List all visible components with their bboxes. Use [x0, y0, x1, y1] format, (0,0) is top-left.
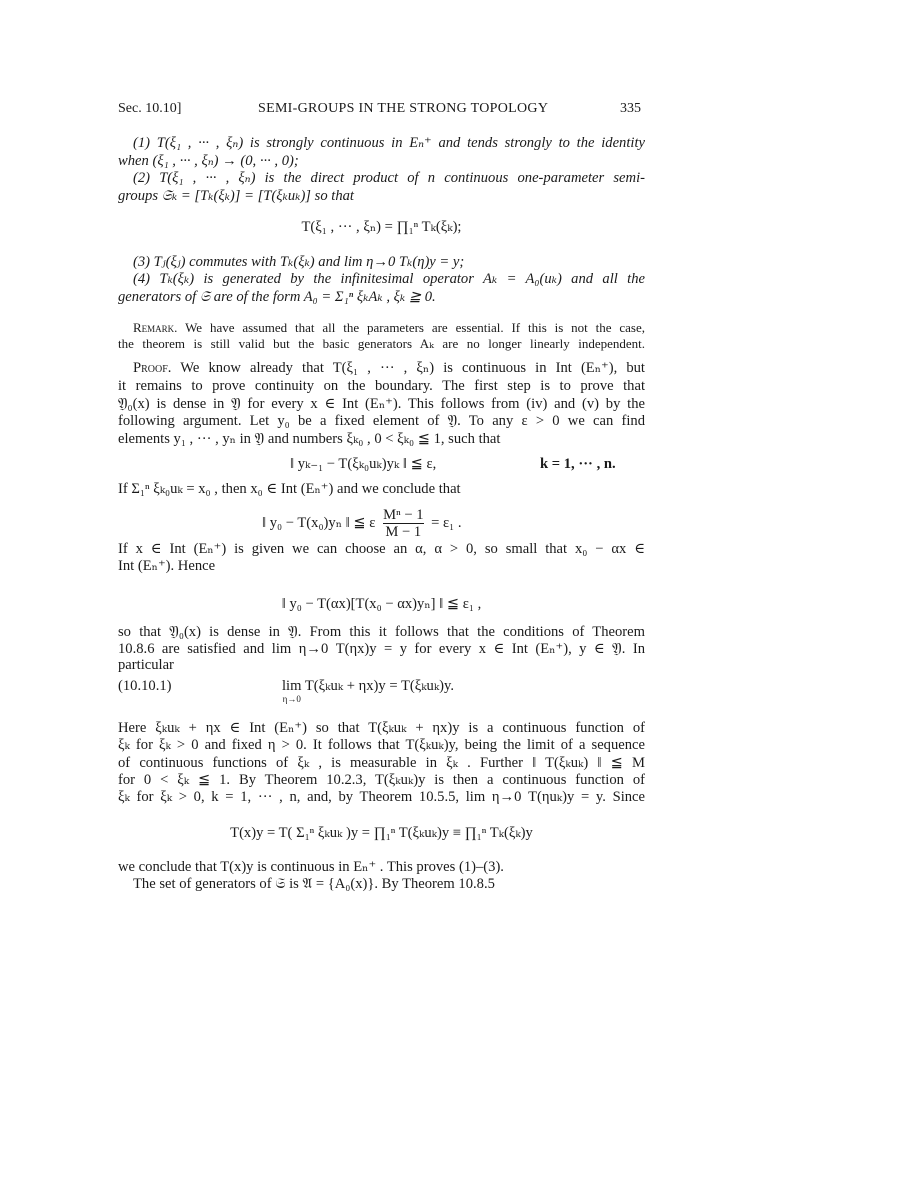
- proof-line: [133, 360, 645, 377]
- proof-line: for 0 < ξₖ ≦ 1. By Theorem 10.2.3, T(ξₖuₖ)y is then a continuous function of: [118, 772, 645, 788]
- theorem-line: groups 𝔖ₖ = [Tₖ(ξₖ)] = [T(ξₖuₖ)] so that: [118, 188, 354, 204]
- theorem-line: (2) T(ξ₁ , ··· , ξₙ) is the direct product of n continuous one-parameter semi-: [133, 170, 645, 186]
- proof-line: Int (Eₙ⁺). Hence: [118, 558, 216, 574]
- proof-line: particular: [118, 657, 174, 673]
- proof-line: If x ∈ Int (Eₙ⁺) is given we can choose an α, α > 0, so small that x₀ − αx ∈: [118, 541, 645, 557]
- formula-left: ‖ y₀ − T(x₀)yₙ ‖ ≦ ε: [262, 515, 376, 531]
- proof-line: of continuous functions of ξₖ , is measurable in ξₖ . Further ‖ T(ξₖuₖ) ‖ ≦ M: [118, 755, 645, 771]
- remark-line: [133, 319, 645, 336]
- equation-number: (10.10.1): [118, 678, 172, 694]
- page-number: 335: [620, 101, 641, 116]
- limit-operator: [282, 678, 301, 704]
- proof-line: Here ξₖuₖ + ηx ∈ Int (Eₙ⁺) so that T(ξₖuₖ + ηx)y is a continuous function of: [118, 720, 645, 736]
- proof-line: following argument. Let y₀ be a fixed element of 𝔜. To any ε > 0 we can find: [118, 413, 645, 429]
- product-formula: T(ξ₁ , ··· , ξₙ) = ∏₁ⁿ Tₖ(ξₖ);: [301, 219, 462, 235]
- lim-text: lim: [282, 678, 302, 694]
- proof-line: ξₖ for ξₖ > 0 and fixed η > 0. It follows that T(ξₖuₖ)y, being the limit of a sequence: [118, 737, 645, 753]
- remark-label: Remark.: [133, 320, 178, 335]
- lim-subscript: η→0: [282, 694, 301, 704]
- proof-label: Proof.: [133, 360, 172, 376]
- proof-line: ξₖ for ξₖ > 0, k = 1, ··· , n, and, by Theorem 10.5.5, lim η→0 T(ηuₖ)y = y. Since: [118, 789, 645, 805]
- fraction: [383, 507, 423, 540]
- theorem-line: (4) Tₖ(ξₖ) is generated by the infinitesimal operator Aₖ = A₀(uₖ) and all the: [133, 271, 645, 287]
- proof-line: we conclude that T(x)y is continuous in Eₙ⁺ . This proves (1)–(3).: [118, 859, 504, 875]
- denominator: M − 1: [383, 523, 423, 540]
- formula-right: = ε₁ .: [431, 515, 462, 531]
- proof-text: We know already that T(ξ₁ , ··· , ξₙ) is continuous in Int (Eₙ⁺), but: [180, 360, 645, 376]
- proof-line: 10.8.6 are satisfied and lim η→0 T(ηx)y = y for every x ∈ Int (Eₙ⁺), y ∈ 𝔜. In: [118, 641, 645, 657]
- remark-text: We have assumed that all the parameters are essential. If this is not the case,: [185, 320, 646, 335]
- theorem-line: when (ξ₁ , ··· , ξₙ) → (0, ··· , 0);: [118, 153, 299, 169]
- numerator: Mⁿ − 1: [383, 507, 424, 524]
- proof-line: If Σ₁ⁿ ξₖ₀uₖ = x₀ , then x₀ ∈ Int (Eₙ⁺) and we conclude that: [118, 481, 461, 497]
- product-identity-formula: T(x)y = T( Σ₁ⁿ ξₖuₖ )y = ∏₁ⁿ T(ξₖuₖ)y ≡ ∏₁ⁿ Tₖ(ξₖ)y: [230, 825, 533, 841]
- limit-equation: [282, 678, 582, 704]
- index-range: k = 1, ··· , n.: [540, 456, 616, 472]
- inequality-formula: ‖ yₖ₋₁ − T(ξₖ₀uₖ)yₖ ‖ ≦ ε,: [290, 456, 437, 472]
- running-title: SEMI-GROUPS IN THE STRONG TOPOLOGY: [258, 101, 549, 116]
- limit-body: T(ξₖuₖ + ηx)y = T(ξₖuₖ)y.: [304, 678, 455, 694]
- norm-bound-formula: [262, 506, 562, 540]
- theorem-line: (3) Tⱼ(ξⱼ) commutes with Tₖ(ξₖ) and lim η→0 Tₖ(η)y = y;: [133, 254, 465, 270]
- proof-line: it remains to prove continuity on the boundary. The first step is to prove that: [118, 378, 645, 394]
- theorem-line: (1) T(ξ₁ , ··· , ξₙ) is strongly continuous in Eₙ⁺ and tends strongly to the identity: [133, 135, 645, 151]
- section-label: Sec. 10.10]: [118, 101, 182, 116]
- proof-line: 𝔜₀(x) is dense in 𝔜 for every x ∈ Int (Eₙ⁺). This follows from (iv) and (v) by the: [118, 396, 645, 412]
- theorem-line: generators of 𝔖 are of the form A₀ = Σ₁ⁿ ξₖAₖ , ξₖ ≧ 0.: [118, 289, 436, 305]
- inequality-formula: ‖ y₀ − T(αx)[T(x₀ − αx)yₙ] ‖ ≦ ε₁ ,: [281, 596, 482, 612]
- proof-line: so that 𝔜₀(x) is dense in 𝔜. From this it follows that the conditions of Theorem: [118, 624, 645, 640]
- proof-line: elements y₁ , ··· , yₙ in 𝔜 and numbers ξₖ₀ , 0 < ξₖ₀ ≦ 1, such that: [118, 431, 501, 447]
- remark-line: the theorem is still valid but the basic generators Aₖ are no longer linearly independent.: [118, 336, 645, 351]
- proof-line: The set of generators of 𝔖 is 𝔄 = {A₀(x)}. By Theorem 10.8.5: [133, 876, 495, 892]
